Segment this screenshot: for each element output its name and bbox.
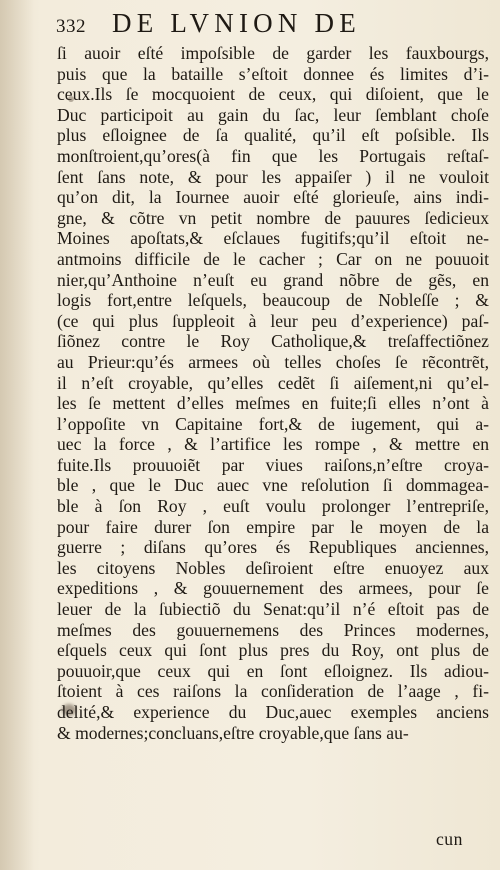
running-title: DE LVNION DE xyxy=(112,8,361,38)
text-line: uec la force , & l’artifice les rompe , & mettre en xyxy=(57,434,489,455)
text-line: antmoins difficile de le cacher ; Car on ne pouuoit xyxy=(57,248,489,269)
text-line: expeditions , & gouuernement des armees, pour ſe xyxy=(57,578,489,599)
text-line: plus eſloignee de ſa qualité, qu’il eſt poſsible. Ils xyxy=(57,125,489,146)
text-line: les citoyens Nobles deſiroient eſtre enuoyez aux xyxy=(57,557,489,578)
text-line: les ſe mettent d’elles meſmes en fuite;ſi elles n’ont à xyxy=(57,393,489,414)
text-line: (ce qui plus ſuppleoit à leur peu d’experience) paſ- xyxy=(57,310,489,331)
text-line: puis que la bataille s’eſtoit donnee és limites d’i- xyxy=(57,63,489,84)
text-line: pouuoir,que ceux qui en ſont eſloignez. Ils adiou- xyxy=(57,660,489,681)
text-line: Moines apoſtats,& eſclaues fugitifs;qu’il eſtoit ne- xyxy=(57,228,489,249)
text-line: ſiõnez contre le Roy Catholique,& treſaffectiõnez xyxy=(57,331,489,352)
text-line: nier,qu’Anthoine n’euſt eu grand nõbre de gẽs, en xyxy=(57,269,489,290)
text-line: eſquels ceux qui ſont plus pres du Roy, ont plus de xyxy=(57,640,489,661)
text-line: l’oppoſite vn Capitaine fort,& de iugement, qui a- xyxy=(57,413,489,434)
text-line: delité,& experience du Duc,auec exemples anciens xyxy=(57,702,489,722)
page-number: 332 xyxy=(56,16,86,37)
text-line: ble à ſon Roy , euſt voulu prolonger l’entrepriſe, xyxy=(57,496,489,517)
text-line: logis fort,entre leſquels, beaucoup de Nobleſſe ; & xyxy=(57,290,489,311)
text-line: ceux.Ils ſe mocquoient de ceux, qui diſoient, que le xyxy=(57,84,489,105)
catchword: cun xyxy=(436,829,463,849)
text-line: gne, & cõtre vn petit nombre de pauures ſedicieux xyxy=(57,207,489,228)
text-line: meſmes des gouuernemens des Princes modernes, xyxy=(57,619,489,640)
text-line: monſtroient,qu’ores(à fin que les Portugais reſtaſ- xyxy=(57,145,489,166)
text-line: ſent ſans note, & pour les appaiſer ) il ne vouloit xyxy=(57,166,489,187)
text-line: Duc participoit au gain du ſac, leur ſemblant choſe xyxy=(57,104,489,125)
text-line: ble , que le Duc auec vne reſolution ſi dommagea- xyxy=(57,475,489,496)
text-line: au Prieur:qu’és armees où telles choſes ſe rẽcontrẽt, xyxy=(57,351,489,372)
text-line: leuer de la ſubiectiõ du Senat:qu’il n’é eſtoit pas de xyxy=(57,599,489,620)
running-head xyxy=(56,8,486,42)
text-line: il n’eſt croyable, qu’elles cedẽt ſi aiſement,ni qu’el- xyxy=(57,372,489,393)
text-line: guerre ; diſans qu’ores és Republiques anciennes, xyxy=(57,537,489,558)
text-line: fuite.Ils prouuoiẽt par viues raiſons,n’eſtre croya- xyxy=(57,454,489,475)
gutter-shadow xyxy=(0,0,34,870)
body-text xyxy=(57,43,489,743)
text-line: pour faire durer ſon empire par le moyen de la xyxy=(57,516,489,537)
text-line: ſtoient à ces raiſons la conſideration de l’aage , fi- xyxy=(57,681,489,702)
text-line: & modernes;concluans,eſtre croyable,que ſans au- xyxy=(57,722,409,743)
text-line: ſi auoir eſté impoſsible de garder les fauxbourgs, xyxy=(57,43,489,63)
text-line: qu’on dit, la Iournee auoir eſté glorieuſe, ains indi- xyxy=(57,187,489,208)
